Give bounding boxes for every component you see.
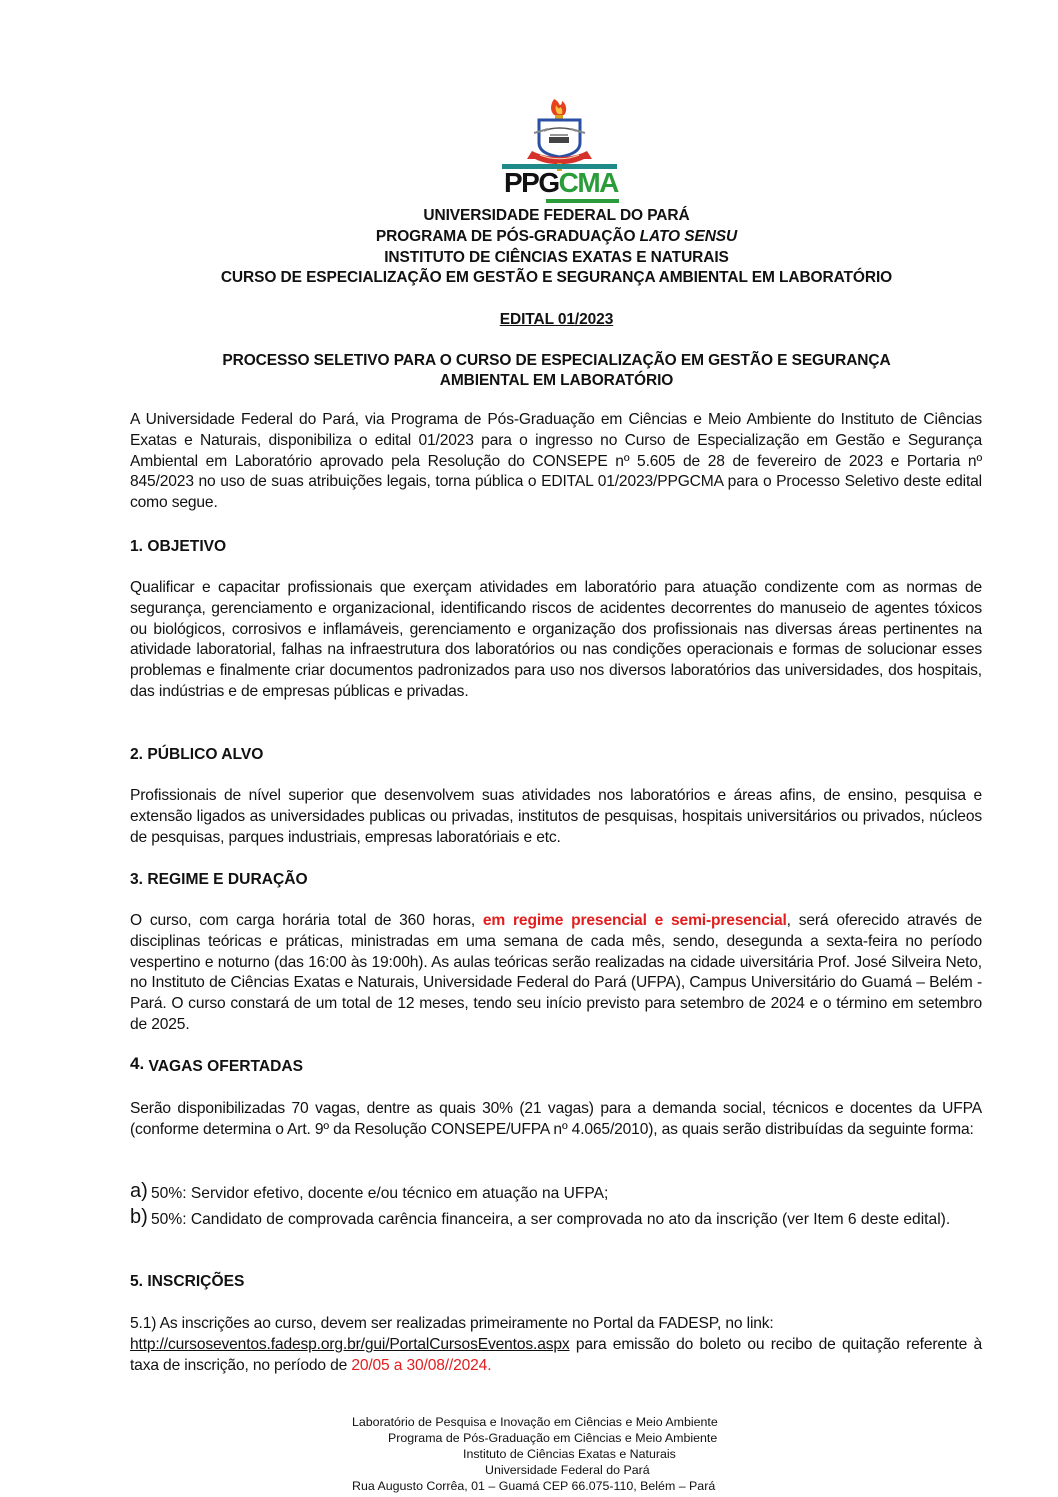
list-item-b <box>130 1206 982 1231</box>
list-item-a <box>130 1180 982 1205</box>
footer-address: Rua Augusto Corrêa, 01 – Guamá CEP 66.075-110, Belém – Pará <box>352 1479 716 1493</box>
section-4-title-text: VAGAS OFERTADAS <box>148 1058 304 1075</box>
section-4-body: Serão disponibilizadas 70 vagas, dentre as quais 30% (21 vagas) para a demanda social, técnicos e docentes da UFPA (conforme determina o Art. 9º da Resolução CONSEPE/UFPA nº 4.065/2010), as quais serão distribuídas da seguinte forma: <box>130 1100 982 1138</box>
header-institute: INSTITUTO DE CIÊNCIAS EXATAS E NATURAIS <box>384 249 729 266</box>
logo-green-bar <box>546 199 619 203</box>
header-program-text: PROGRAMA DE PÓS-GRADUAÇÃO <box>375 228 640 245</box>
footer-program: Programa de Pós-Graduação em Ciências e Meio Ambiente <box>388 1431 718 1445</box>
section-1-title: 1. OBJETIVO <box>130 538 227 555</box>
section-3-title: 3. REGIME E DURAÇÃO <box>130 871 308 888</box>
section-4-number: 4. <box>130 1054 145 1073</box>
section-3-highlight: em regime presencial e semi-presencial <box>482 912 787 929</box>
logo-acronym <box>504 169 629 197</box>
section-5-after-link: para emissão do boleto ou recibo de quitação referente à taxa de inscrição, no período de <box>130 1336 982 1374</box>
list-marker-b: b) <box>130 1206 148 1228</box>
footer-lab: Laboratório de Pesquisa e Inovação em Ciências e Meio Ambiente <box>352 1415 718 1429</box>
section-2-title: 2. PÚBLICO ALVO <box>130 746 264 763</box>
list-text-a: 50%: Servidor efetivo, docente e/ou técnico em atuação na UFPA; <box>151 1185 609 1202</box>
ppgcma-logo <box>492 93 627 205</box>
footer-institute: Instituto de Ciências Exatas e Naturais <box>463 1447 676 1461</box>
header-program-italic: LATO SENSU <box>639 228 738 245</box>
header-course: CURSO DE ESPECIALIZAÇÃO EM GESTÃO E SEGURANÇA AMBIENTAL EM LABORATÓRIO <box>220 269 893 286</box>
section-1-body: Qualificar e capacitar profissionais que exerçam atividades em laboratório para atuação condizente com as normas de segurança, gerenciamento e organizacional, identificando riscos de acidentes decorrentes do manuseio de agentes tóxicos ou biológicos, corrosivos e inflamáveis, gerenciamento e organização dos profissionais nas diversas áreas pertinentes na atividade laboratorial, falhas na infraestrutura dos laboratórios ou nas condições operacionais e formas de solucionar esses problemas e finalmente criar documentos padronizados para uso nos diversos laboratórios das universidades, dos hospitais, das indústrias e de empresas públicas e privadas. <box>130 579 982 700</box>
fadesp-portal-link[interactable]: http://cursoseventos.fadesp.org.br/gui/PortalCursosEventos.aspx <box>130 1336 570 1353</box>
section-3-text-before: O curso, com carga horária total de 360 horas, <box>130 912 483 929</box>
section-5-title: 5. INSCRIÇÕES <box>130 1273 245 1290</box>
ufpa-crest-icon <box>492 93 627 173</box>
subtitle-line-1: PROCESSO SELETIVO PARA O CURSO DE ESPECIALIZAÇÃO EM GESTÃO E SEGURANÇA <box>222 352 891 369</box>
edital-title <box>130 310 983 331</box>
logo-acronym-ppg: PPG <box>504 167 559 198</box>
section-3-text-after: , será oferecido através de disciplinas teóricas e práticas, ministradas em uma semana de cada mês, sendo, desegunda a sexta-feira no período vespertino e noturno (das 16:00 às 19:00h). As aulas teóricas serão realizadas na cidade uiversitária Prof. José Silveira Neto, no Instituto de Ciências Exatas e Naturais, Universidade Federal do Pará (UFPA), Campus Universitário do Guamá – Belém - Pará. O curso constará de um total de 12 meses, tendo seu início previsto para setembro de 2024 e o término em setembro de 2025. <box>130 912 982 1033</box>
section-3-body <box>130 911 982 1036</box>
section-5-body <box>130 1335 982 1377</box>
footer-university: Universidade Federal do Pará <box>485 1463 650 1477</box>
subtitle-line-2: AMBIENTAL EM LABORATÓRIO <box>439 372 674 389</box>
section-2-body: Profissionais de nível superior que desenvolvem suas atividades nos laboratórios e áreas afins, de ensino, pesquisa e extensão ligados as universidades publicas ou privadas, institutos de pesquisas, hospitais universitários ou privados, núcleos de pesquisas, parques industriais, empresas laboratóriais e etc. <box>130 787 982 846</box>
logo-acronym-cma: CMA <box>558 167 618 198</box>
registration-period: 20/05 a 30/08//2024. <box>351 1356 492 1374</box>
list-text-b: 50%: Candidato de comprovada carência financeira, a ser comprovada no ato da inscrição (ver Item 6 deste edital). <box>151 1211 951 1228</box>
edital-number: EDITAL 01/2023 <box>499 311 614 328</box>
header-program <box>130 227 983 248</box>
section-4-title <box>130 1056 303 1076</box>
header-university: UNIVERSIDADE FEDERAL DO PARÁ <box>423 207 690 224</box>
list-marker-a: a) <box>130 1180 148 1202</box>
intro-paragraph: A Universidade Federal do Pará, via Programa de Pós-Graduação em Ciências e Meio Ambiente do Instituto de Ciências Exatas e Naturais, disponibiliza o edital 01/2023 para o ingresso no Curso de Especialização em Gestão e Segurança Ambiental em Laboratório aprovado pela Resolução do CONSEPE nº 5.605 de 28 de fevereiro de 2023 e Portaria nº 845/2023 no uso de suas atribuições legais, torna pública o EDITAL 01/2023/PPGCMA para o Processo Seletivo deste edital como segue. <box>130 411 982 512</box>
section-5-line-1: 5.1) As inscrições ao curso, devem ser realizadas primeiramente no Portal da FADESP, no link: <box>130 1315 774 1332</box>
